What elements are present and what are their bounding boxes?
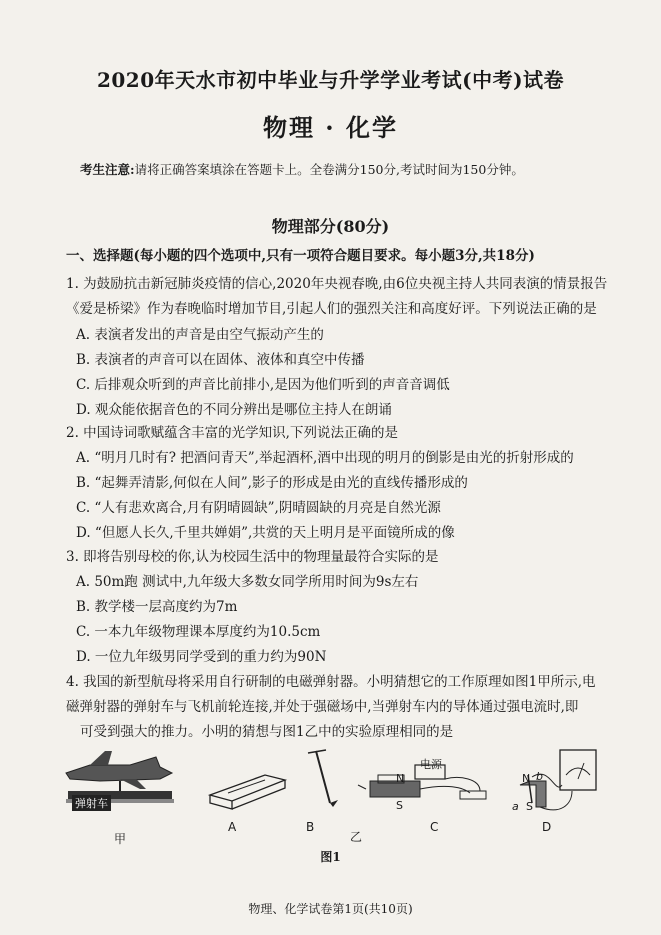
question-1-option-c: C. 后排观众听到的声音比前排小,是因为他们听到的声音音调低 [76, 377, 450, 393]
wire-a-label-d: a [512, 800, 519, 813]
magnet-n-label-d: N [522, 772, 531, 785]
page-footer: 物理、化学试卷第1页(共10页) [248, 902, 413, 916]
question-1-option-d: D. 观众能依据音色的不同分辨出是哪位主持人在朗诵 [76, 402, 392, 418]
question-3-option-a: A. 50m跑 测试中,九年级大多数女同学所用时间为9s左右 [76, 574, 419, 590]
notice-text: 请将正确答案填涂在答题卡上。全卷满分150分,考试时间为150分钟。 [134, 162, 524, 177]
section-title: 物理部分(80分) [271, 217, 390, 236]
question-1-option-b: B. 表演者的声音可以在固体、液体和真空中传播 [76, 352, 365, 368]
exam-title: 2020年天水市初中毕业与升学学业考试(中考)试卷 [96, 68, 565, 92]
question-3-option-c: C. 一本九年级物理课本厚度约为10.5cm [76, 624, 321, 640]
figure-label-a: A [228, 820, 237, 834]
question-1-option-a: A. 表演者发出的声音是由空气振动产生的 [76, 327, 324, 343]
question-2-option-a: A. “明月几时有? 把酒问青天”,举起酒杯,酒中出现的明月的倒影是由光的折射形成的 [76, 450, 574, 466]
question-1-stem-line-1: 1. 为鼓励抗击新冠肺炎疫情的信心,2020年央视春晚,由6位央视主持人共同表演的情景报告 [66, 276, 608, 292]
question-2-stem: 2. 中国诗词歌赋蕴含丰富的光学知识,下列说法正确的是 [66, 425, 398, 441]
magnet-s-label-d: S [526, 800, 533, 813]
subject-title: 物理 · 化学 [262, 113, 399, 142]
notice-label: 考生注意: [80, 162, 135, 177]
figure-label-d: D [542, 820, 552, 834]
magnet-n-label-c: N [396, 772, 405, 785]
part-heading: 一、选择题(每小题的四个选项中,只有一项符合题目要求。每小题3分,共18分) [66, 248, 535, 264]
figure-label-yi: 乙 [350, 830, 363, 844]
figure-label-jia: 甲 [114, 832, 127, 846]
figure-1-illustration [60, 745, 600, 845]
figure-label-b: B [306, 820, 315, 834]
question-4-stem-line-1: 4. 我国的新型航母将采用自行研制的电磁弹射器。小明猜想它的工作原理如图1甲所示,电 [66, 674, 596, 690]
question-2-option-b: B. “起舞弄清影,何似在人间”,影子的形成是由光的直线传播形成的 [76, 475, 468, 491]
exam-notice [80, 160, 524, 178]
question-3-option-d: D. 一位九年级男同学受到的重力约为90N [76, 649, 327, 665]
question-4-stem-line-2: 磁弹射器的弹射车与飞机前轮连接,并处于强磁场中,当弹射车内的导体通过强电流时,即 [66, 699, 579, 715]
question-3-stem: 3. 即将告别母校的你,认为校园生活中的物理量最符合实际的是 [66, 549, 439, 565]
wire-b-label-d: b [536, 770, 543, 783]
question-2-option-d: D. “但愿人长久,千里共婵娟”,共赏的天上明月是平面镜所成的像 [76, 525, 455, 541]
question-3-option-b: B. 教学楼一层高度约为7m [76, 599, 238, 615]
figure-caption: 图1 [320, 850, 341, 864]
question-1-stem-line-2: 《爱是桥梁》作为春晚临时增加节目,引起人们的强烈关注和高度好评。下列说法正确的是 [66, 301, 597, 317]
figure-label-c: C [430, 820, 439, 834]
question-4-stem-line-3: 可受到强大的推力。小明的猜想与图1乙中的实验原理相同的是 [80, 724, 454, 740]
apparatus-a-drawing [210, 775, 285, 809]
question-2-option-c: C. “人有悲欢离合,月有阴晴圆缺”,阴晴圆缺的月亮是自然光源 [76, 500, 441, 516]
apparatus-b-drawing [308, 750, 338, 807]
catapult-car-label: 弹射车 [72, 795, 111, 811]
magnet-s-label-c: S [396, 799, 403, 812]
power-source-label: 电源 [420, 758, 442, 771]
